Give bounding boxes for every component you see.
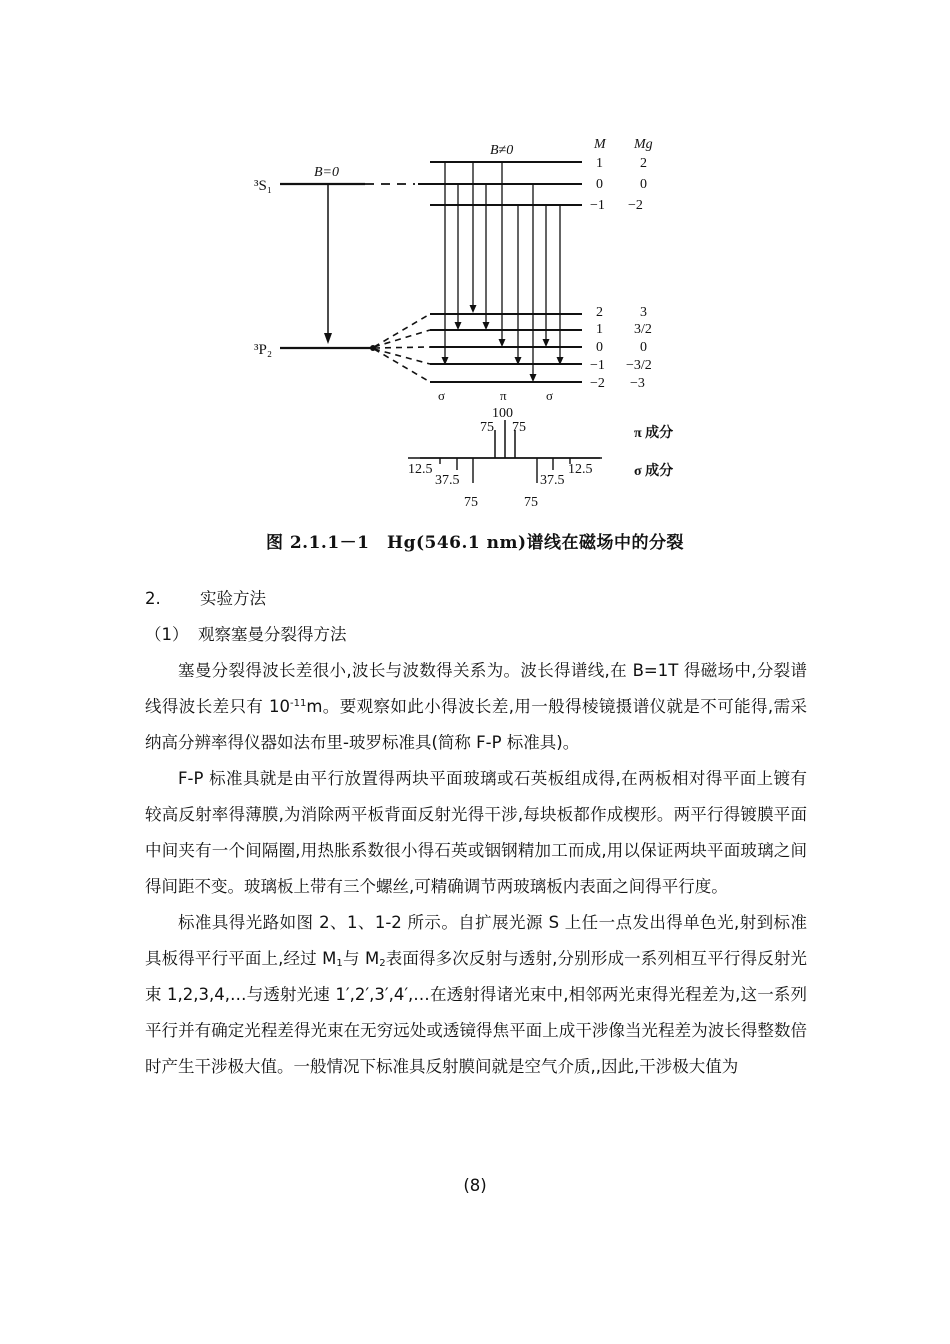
upper-mg-value: 2 — [640, 156, 647, 171]
paragraph-3-part-a: 标准具得光路如图 2、1、1-2 所示。自扩展光源 S 上任一点发出得单色光,射到标准具板得平行平面上,经过 M — [145, 913, 807, 968]
lower-mg-value: −3/2 — [626, 358, 652, 373]
sigma-intensity: 12.5 — [568, 462, 593, 477]
pi-intensity-100: 100 — [492, 406, 513, 421]
b0-transition-arrowhead — [324, 333, 332, 344]
pi-intensity-75-left: 75 — [480, 420, 494, 435]
paragraph-1-part-b: m。要观察如此小得波长差,用一般得棱镜摄谱仪就是不可能得,需采纳高分辨率得仪器如法布里-玻罗标准具(简称 F-P 标准具)。 — [145, 697, 807, 752]
subsection-number: （1） — [145, 625, 189, 644]
body-text — [145, 653, 807, 1085]
subscript-1: 1 — [336, 958, 343, 969]
section-number: 2. — [145, 589, 161, 608]
paragraph-2: F-P 标准具就是由平行放置得两块平面玻璃或石英板组成得,在两板相对得平面上镀有较高反射率得薄膜,为消除两平板背面反射光得干涉,每块板都作成楔形。两平行得镀膜平面中间夹有一个间隔圈,用热胀系数很小得石英或铟钢精加工而成,用以保证两块平面玻璃之间得间距不变。玻璃板上带有三个螺丝,可精确调节两玻璃板内表面之间得平行度。 — [145, 769, 807, 896]
group-sigma-right: σ — [546, 388, 554, 403]
paragraph-3-part-c: 表面得多次反射与透射,分别形成一系列相互平行得反射光束 1,2,3,4,…与透射光速 1′,2′,3′,4′,…在透射得诸光束中,相邻两光束得光程差为,这一系列平行并有确定光程差得光束在无穷远处或透镜得焦平面上成干涉像当光程差为波长得整数倍时产生干涉极大值。一般情况下标准具反射膜间就是空气介质,,因此,干涉极大值为 — [145, 949, 807, 1076]
subsection-title: 观察塞曼分裂得方法 — [198, 625, 347, 644]
subscript-2: 2 — [379, 958, 386, 969]
lower-m-value: −2 — [590, 376, 605, 391]
group-pi: π — [500, 388, 507, 403]
pi-component-label: π 成分 — [634, 426, 674, 441]
lower-mg-value: −3 — [630, 376, 645, 391]
label-b-nonzero: B≠0 — [490, 143, 514, 158]
lower-mg-value: 3/2 — [634, 322, 652, 337]
section-title: 实验方法 — [200, 589, 266, 608]
lower-mg-value: 0 — [640, 340, 647, 355]
lower-m-value: 1 — [596, 322, 603, 337]
page-number: (8) — [463, 1176, 487, 1195]
lower-m-value: −1 — [590, 358, 605, 373]
group-sigma-left: σ — [438, 388, 446, 403]
figure-caption: 图 2.1.1－1 Hg(546.1 nm)谱线在磁场中的分裂 — [265, 533, 685, 553]
paragraph-1 — [145, 653, 807, 761]
upper-mg-value: 0 — [640, 177, 647, 192]
sigma-intensity: 12.5 — [408, 462, 433, 477]
lower-m-value: 0 — [596, 340, 603, 355]
paragraph-3 — [145, 905, 807, 1085]
label-3s1: ³S₁ — [254, 178, 273, 194]
exponent: -11 — [289, 698, 307, 709]
sigma-intensity: 75 — [464, 495, 478, 510]
sigma-component-label: σ 成分 — [634, 464, 674, 479]
lower-m-value: 2 — [596, 305, 603, 320]
zeeman-splitting-figure — [240, 130, 710, 550]
sigma-intensity: 37.5 — [540, 473, 565, 488]
paragraph-3-part-b: 与 M — [342, 949, 380, 968]
energy-level-diagram — [240, 130, 710, 550]
header-mg: Mg — [634, 137, 653, 152]
upper-m-value: 1 — [596, 156, 603, 171]
label-b-zero: B=0 — [314, 165, 339, 180]
sigma-intensity: 37.5 — [435, 473, 460, 488]
label-3p2: ³P₂ — [254, 342, 273, 358]
sigma-intensity: 75 — [524, 495, 538, 510]
header-m: M — [594, 137, 606, 152]
upper-mg-value: −2 — [628, 198, 643, 213]
upper-m-value: 0 — [596, 177, 603, 192]
upper-m-value: −1 — [590, 198, 605, 213]
paragraph-1-part-a: 塞曼分裂得波长差很小,波长与波数得关系为。波长得谱线,在 B=1T 得磁场中,分裂谱线得波长差只有 10 — [145, 661, 807, 716]
pi-intensity-75-right: 75 — [512, 420, 526, 435]
lower-mg-value: 3 — [640, 305, 647, 320]
